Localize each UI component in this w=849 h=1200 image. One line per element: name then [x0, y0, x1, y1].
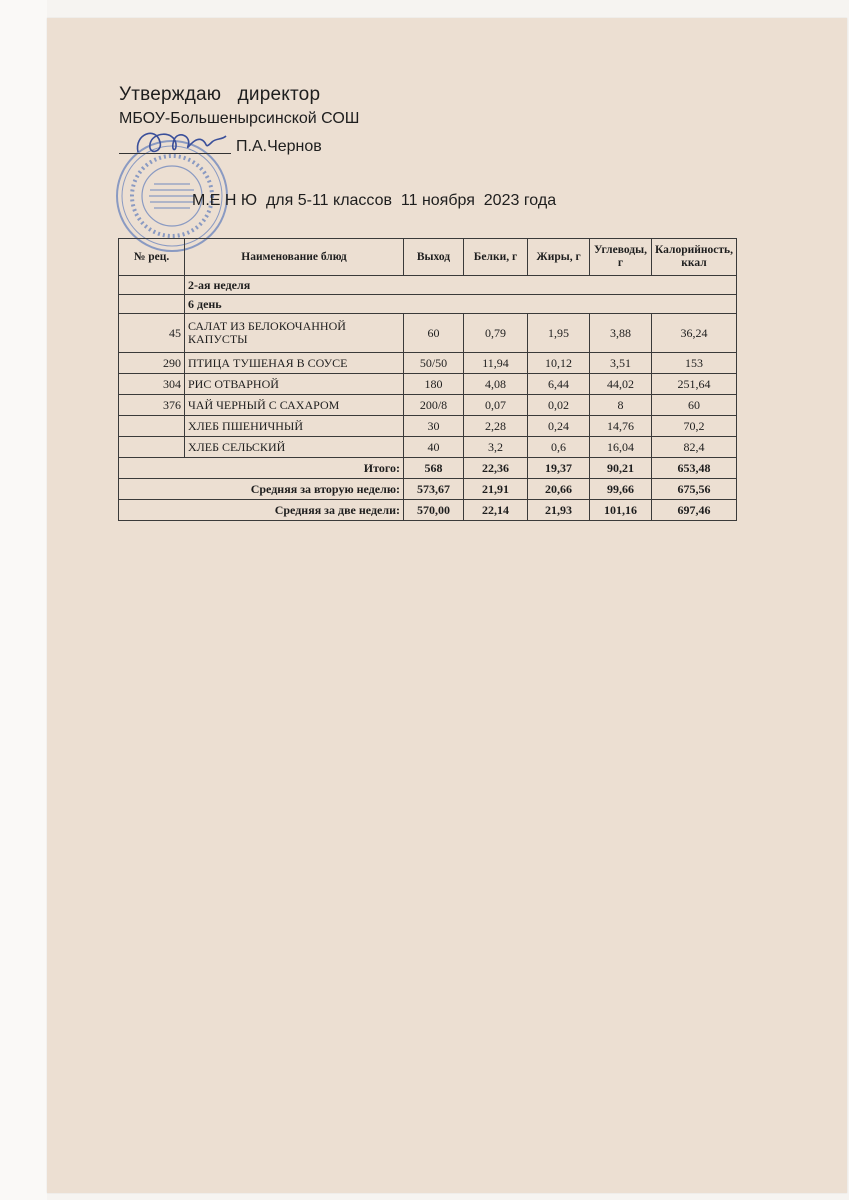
day-row	[119, 295, 737, 314]
kcal-cell: 70,2	[652, 416, 737, 437]
recipe-number: 290	[119, 353, 185, 374]
dish-name: РИС ОТВАРНОЙ	[185, 374, 404, 395]
output-cell: 50/50	[404, 353, 464, 374]
two-week-average-kcal: 697,46	[652, 500, 737, 521]
header-dish-name: Наименование блюд	[185, 239, 404, 276]
table-row	[119, 374, 737, 395]
two-week-average-row	[119, 500, 737, 521]
director-name: П.А.Чернов	[236, 138, 322, 155]
dish-name: САЛАТ ИЗ БЕЛОКОЧАННОЙ КАПУСТЫ	[185, 314, 404, 353]
recipe-number: 376	[119, 395, 185, 416]
output-cell: 30	[404, 416, 464, 437]
total-kcal: 653,48	[652, 458, 737, 479]
fat-cell: 10,12	[528, 353, 590, 374]
table-row	[119, 314, 737, 353]
output-cell: 200/8	[404, 395, 464, 416]
signature-line	[119, 153, 231, 154]
scan-margin	[0, 0, 47, 1200]
week-average-protein: 21,91	[464, 479, 528, 500]
day-row-spacer	[119, 295, 185, 314]
protein-cell: 2,28	[464, 416, 528, 437]
dish-name: ХЛЕБ СЕЛЬСКИЙ	[185, 437, 404, 458]
fat-cell: 0,6	[528, 437, 590, 458]
kcal-cell: 251,64	[652, 374, 737, 395]
week-average-kcal: 675,56	[652, 479, 737, 500]
total-protein: 22,36	[464, 458, 528, 479]
approval-heading: Утверждаю директор	[119, 84, 321, 105]
protein-cell: 0,07	[464, 395, 528, 416]
two-week-average-label: Средняя за две недели:	[119, 500, 404, 521]
carbs-cell: 8	[590, 395, 652, 416]
output-cell: 180	[404, 374, 464, 395]
carbs-cell: 3,88	[590, 314, 652, 353]
carbs-cell: 3,51	[590, 353, 652, 374]
recipe-number	[119, 437, 185, 458]
recipe-number: 45	[119, 314, 185, 353]
two-week-average-protein: 22,14	[464, 500, 528, 521]
fat-cell: 0,24	[528, 416, 590, 437]
week-average-label: Средняя за вторую неделю:	[119, 479, 404, 500]
total-row	[119, 458, 737, 479]
table-row	[119, 437, 737, 458]
output-cell: 40	[404, 437, 464, 458]
output-cell: 60	[404, 314, 464, 353]
dish-name: ПТИЦА ТУШЕНАЯ В СОУСЕ	[185, 353, 404, 374]
protein-cell: 0,79	[464, 314, 528, 353]
kcal-cell: 36,24	[652, 314, 737, 353]
header-protein: Белки, г	[464, 239, 528, 276]
two-week-average-fat: 21,93	[528, 500, 590, 521]
menu-table	[118, 238, 737, 521]
total-carbs: 90,21	[590, 458, 652, 479]
table-header-row	[119, 239, 737, 276]
table-row	[119, 416, 737, 437]
carbs-cell: 16,04	[590, 437, 652, 458]
kcal-cell: 153	[652, 353, 737, 374]
week-average-fat: 20,66	[528, 479, 590, 500]
header-carbs: Углеводы, г	[590, 239, 652, 276]
dish-name: ЧАЙ ЧЕРНЫЙ С САХАРОМ	[185, 395, 404, 416]
table-row	[119, 395, 737, 416]
carbs-cell: 14,76	[590, 416, 652, 437]
header-fat: Жиры, г	[528, 239, 590, 276]
protein-cell: 4,08	[464, 374, 528, 395]
fat-cell: 1,95	[528, 314, 590, 353]
week-average-output: 573,67	[404, 479, 464, 500]
recipe-number: 304	[119, 374, 185, 395]
header-recipe-number: № рец.	[119, 239, 185, 276]
week-row	[119, 276, 737, 295]
fat-cell: 0,02	[528, 395, 590, 416]
week-label: 2-ая неделя	[185, 276, 737, 295]
signature-icon	[130, 122, 230, 162]
two-week-average-carbs: 101,16	[590, 500, 652, 521]
fat-cell: 6,44	[528, 374, 590, 395]
week-average-carbs: 99,66	[590, 479, 652, 500]
kcal-cell: 60	[652, 395, 737, 416]
school-name: МБОУ-Большенырсинской СОШ	[119, 110, 360, 127]
header-kcal: Калорийность, ккал	[652, 239, 737, 276]
carbs-cell: 44,02	[590, 374, 652, 395]
recipe-number	[119, 416, 185, 437]
protein-cell: 11,94	[464, 353, 528, 374]
week-average-row	[119, 479, 737, 500]
two-week-average-output: 570,00	[404, 500, 464, 521]
week-row-spacer	[119, 276, 185, 295]
dish-name: ХЛЕБ ПШЕНИЧНЫЙ	[185, 416, 404, 437]
total-fat: 19,37	[528, 458, 590, 479]
total-output: 568	[404, 458, 464, 479]
header-output: Выход	[404, 239, 464, 276]
protein-cell: 3,2	[464, 437, 528, 458]
total-label: Итого:	[119, 458, 404, 479]
menu-title: М.Е Н Ю для 5-11 классов 11 ноября 2023 года	[192, 192, 557, 209]
table-row	[119, 353, 737, 374]
day-label: 6 день	[185, 295, 737, 314]
kcal-cell: 82,4	[652, 437, 737, 458]
